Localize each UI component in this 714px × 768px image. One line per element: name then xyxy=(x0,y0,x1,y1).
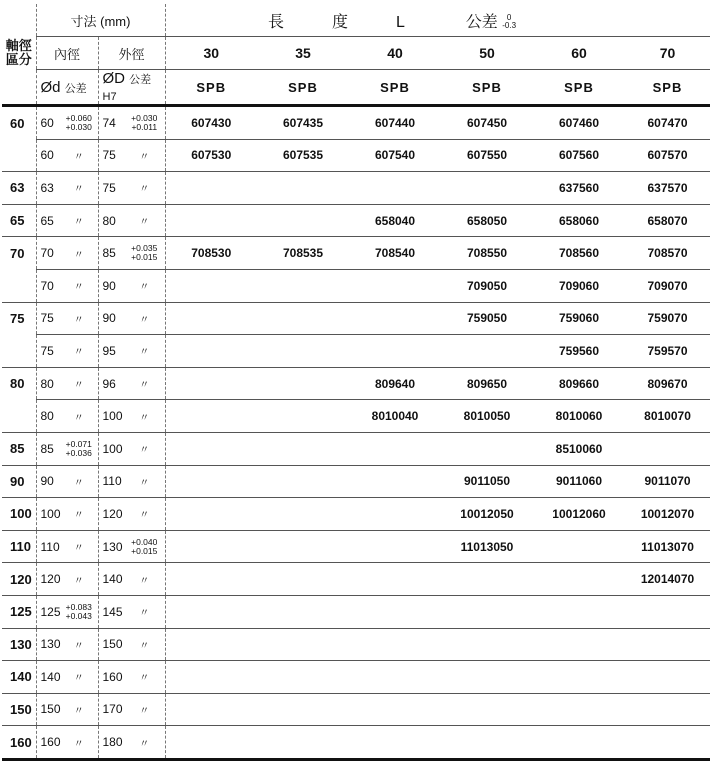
part-code-cell xyxy=(625,432,710,465)
inner-tolerance-lower: +0.036 xyxy=(65,447,92,458)
part-code-cell: 708535 xyxy=(257,237,349,270)
inner-diameter-cell: 60 xyxy=(36,139,60,172)
part-code-cell xyxy=(165,432,257,465)
part-code-cell xyxy=(257,595,349,628)
part-code-cell: 607460 xyxy=(558,115,600,130)
part-code-cell xyxy=(441,628,533,661)
part-code-cell xyxy=(349,693,441,726)
bore-cell: 75 xyxy=(2,302,36,335)
part-code-cell xyxy=(533,595,625,628)
part-code-cell xyxy=(257,465,349,498)
outer-tolerance-cell: 〃 xyxy=(124,335,165,368)
bore-cell: 140 xyxy=(2,661,36,694)
part-code-cell xyxy=(165,204,257,237)
bore-label-line1: 軸徑 xyxy=(5,38,32,53)
part-code-cell: 759560 xyxy=(533,335,625,368)
inner-tolerance-cell: 〃 xyxy=(60,367,98,400)
part-code-cell: 8010050 xyxy=(441,400,533,433)
outer-diameter-cell: 96 xyxy=(98,367,124,400)
inner-tolerance-cell xyxy=(60,432,98,465)
inner-tolerance-cell: 〃 xyxy=(60,498,98,531)
bore-cell: 120 xyxy=(2,563,36,596)
length-tolerance-lower: -0.3 xyxy=(502,21,517,31)
inner-tolerance-cell: 〃 xyxy=(60,335,98,368)
part-code-cell xyxy=(441,595,533,628)
part-code-cell: 708530 xyxy=(165,237,257,270)
part-code-cell xyxy=(533,530,625,563)
part-code-cell xyxy=(257,693,349,726)
part-code-cell xyxy=(533,726,625,760)
table-row xyxy=(2,693,710,726)
bore-cell: 150 xyxy=(2,693,36,726)
bore-cell: 63 xyxy=(2,172,36,205)
outer-tolerance-cell: 〃 xyxy=(124,465,165,498)
inner-tolerance-cell: 〃 xyxy=(60,269,98,302)
inner-diameter-cell: 125 xyxy=(36,595,60,628)
part-code-cell: 637560 xyxy=(533,172,625,205)
bore-cell: 125 xyxy=(2,595,36,628)
part-code-cell xyxy=(165,530,257,563)
bore-cell: 65 xyxy=(2,204,36,237)
part-code-cell xyxy=(257,269,349,302)
part-code-cell: 708550 xyxy=(441,237,533,270)
part-code-cell: 709070 xyxy=(625,269,710,302)
part-code-cell xyxy=(625,693,710,726)
outer-diameter-cell: 90 xyxy=(98,269,124,302)
part-code-cell: 607560 xyxy=(533,139,625,172)
inner-diameter-cell: 130 xyxy=(36,628,60,661)
part-code-cell xyxy=(441,693,533,726)
inner-label: 內徑 xyxy=(36,37,98,70)
inner-tolerance-cell: 〃 xyxy=(60,530,98,563)
part-code-cell xyxy=(349,628,441,661)
inner-tolerance-cell xyxy=(60,595,98,628)
inner-diameter-cell: 120 xyxy=(36,563,60,596)
part-code-cell xyxy=(257,204,349,237)
part-code-cell: 759070 xyxy=(625,302,710,335)
inner-tolerance-upper: +0.060 xyxy=(65,112,92,123)
inner-diameter-cell: 75 xyxy=(36,302,60,335)
outer-tolerance-lower: +0.011 xyxy=(131,121,158,132)
outer-diameter-cell: 145 xyxy=(98,595,124,628)
header-blank xyxy=(2,70,36,106)
part-code-cell xyxy=(165,465,257,498)
inner-tolerance-cell: 〃 xyxy=(60,693,98,726)
outer-tolerance-cell xyxy=(124,106,165,140)
outer-diameter-cell: 100 xyxy=(98,400,124,433)
part-code-cell xyxy=(441,172,533,205)
part-code-cell xyxy=(533,563,625,596)
part-code-cell: 607530 xyxy=(165,139,257,172)
outer-diameter-cell: 110 xyxy=(98,465,124,498)
part-code-cell: 8510060 xyxy=(533,432,625,465)
outer-symbol: ØD xyxy=(102,70,125,87)
length-col-1: 35 xyxy=(257,37,349,70)
bore-cell: 110 xyxy=(2,530,36,563)
part-code-cell xyxy=(349,595,441,628)
outer-diameter-cell: 160 xyxy=(98,661,124,694)
part-code-cell xyxy=(165,693,257,726)
table-row xyxy=(2,106,710,140)
part-code-cell xyxy=(625,661,710,694)
header-row-2 xyxy=(2,37,710,70)
part-code-cell: 658070 xyxy=(625,204,710,237)
outer-tol-label: 公差H7 xyxy=(102,74,152,103)
outer-tolerance-upper: +0.030 xyxy=(131,112,158,123)
outer-tolerance-cell xyxy=(124,237,165,270)
inner-tolerance-cell: 〃 xyxy=(60,204,98,237)
outer-diameter-cell: 100 xyxy=(98,432,124,465)
outer-label: 外徑 xyxy=(98,37,165,70)
part-code-cell: 658050 xyxy=(441,204,533,237)
header-row-3 xyxy=(2,70,710,106)
inner-diameter-cell: 85 xyxy=(36,432,60,465)
dimension-label: 寸法 (mm) xyxy=(36,4,165,37)
part-code-cell xyxy=(257,628,349,661)
inner-tolerance xyxy=(66,603,92,621)
part-code-cell: 709060 xyxy=(533,269,625,302)
outer-diameter-cell: 90 xyxy=(98,302,124,335)
outer-diameter-cell: 80 xyxy=(98,204,124,237)
part-code-cell: 637570 xyxy=(625,172,710,205)
part-code-cell xyxy=(441,432,533,465)
bore-label xyxy=(2,37,36,70)
outer-tolerance-cell: 〃 xyxy=(124,628,165,661)
part-code-cell xyxy=(165,400,257,433)
part-code-cell xyxy=(349,269,441,302)
inner-diameter-cell: 65 xyxy=(36,204,60,237)
part-code-cell xyxy=(165,302,257,335)
outer-tolerance-cell: 〃 xyxy=(124,139,165,172)
table-row xyxy=(2,465,710,498)
part-code-cell xyxy=(349,661,441,694)
part-code-cell xyxy=(165,498,257,531)
outer-tolerance-lower: +0.015 xyxy=(131,252,158,263)
outer-tolerance xyxy=(131,538,157,556)
dimension-table xyxy=(2,4,710,761)
bore-cell xyxy=(2,139,36,172)
part-code-cell xyxy=(165,335,257,368)
part-code-cell: 607535 xyxy=(257,139,349,172)
table-row xyxy=(2,335,710,368)
outer-sub-header xyxy=(98,70,165,106)
outer-diameter-cell: 74 xyxy=(98,106,124,140)
part-code-cell: 9011070 xyxy=(625,465,710,498)
part-code-cell: 759060 xyxy=(533,302,625,335)
type-col-4: SPB xyxy=(533,70,625,106)
part-code-cell: 8010070 xyxy=(625,400,710,433)
part-code-cell: 809650 xyxy=(441,367,533,400)
outer-tolerance-cell: 〃 xyxy=(124,498,165,531)
outer-diameter-cell: 75 xyxy=(98,139,124,172)
table-row xyxy=(2,661,710,694)
inner-diameter-cell: 100 xyxy=(36,498,60,531)
table-row xyxy=(2,204,710,237)
bore-cell: 90 xyxy=(2,465,36,498)
part-code-cell xyxy=(349,726,441,760)
inner-tolerance-cell: 〃 xyxy=(60,172,98,205)
outer-diameter-cell: 170 xyxy=(98,693,124,726)
inner-symbol: Ød xyxy=(40,78,61,96)
inner-diameter-cell: 160 xyxy=(36,726,60,760)
part-code-cell xyxy=(441,661,533,694)
outer-tolerance-cell xyxy=(124,530,165,563)
part-code-cell: 12014070 xyxy=(625,563,710,596)
part-code-cell xyxy=(257,432,349,465)
part-code-cell: 11013070 xyxy=(625,530,710,563)
part-code-cell: 809670 xyxy=(625,367,710,400)
inner-tolerance xyxy=(66,440,92,458)
table-row xyxy=(2,302,710,335)
length-tolerance-label: 公差 xyxy=(465,13,498,31)
inner-tolerance-cell: 〃 xyxy=(60,563,98,596)
table-row xyxy=(2,400,710,433)
table-row xyxy=(2,237,710,270)
part-code-cell xyxy=(165,628,257,661)
inner-tolerance-lower: +0.030 xyxy=(65,121,92,132)
part-code-cell xyxy=(533,661,625,694)
bore-cell: 60 xyxy=(10,115,25,131)
part-code-cell: 607430 xyxy=(191,115,232,130)
length-header xyxy=(165,4,710,37)
part-code-cell xyxy=(441,335,533,368)
outer-diameter-cell: 75 xyxy=(98,172,124,205)
outer-tolerance xyxy=(131,114,157,132)
part-code-cell xyxy=(349,530,441,563)
part-code-cell: 809660 xyxy=(533,367,625,400)
part-code-cell: 607435 xyxy=(282,115,324,130)
part-code-cell: 809640 xyxy=(349,367,441,400)
inner-tolerance-lower: +0.043 xyxy=(65,610,92,621)
length-tolerance xyxy=(502,14,516,30)
part-code-cell: 11013050 xyxy=(441,530,533,563)
part-code-cell xyxy=(625,595,710,628)
bore-cell: 160 xyxy=(2,726,36,760)
inner-diameter-cell: 70 xyxy=(36,269,60,302)
inner-tolerance-cell: 〃 xyxy=(60,726,98,760)
inner-tol-label: 公差 xyxy=(64,82,87,95)
part-code-cell xyxy=(165,269,257,302)
bore-cell xyxy=(2,269,36,302)
bore-cell: 70 xyxy=(2,237,36,270)
part-code-cell xyxy=(349,432,441,465)
part-code-cell xyxy=(165,595,257,628)
outer-tolerance-cell: 〃 xyxy=(124,400,165,433)
outer-tolerance-cell: 〃 xyxy=(124,302,165,335)
inner-tolerance-cell: 〃 xyxy=(60,302,98,335)
part-code-cell xyxy=(625,726,710,760)
part-code-cell xyxy=(349,335,441,368)
inner-tolerance-cell: 〃 xyxy=(60,628,98,661)
inner-tolerance-upper: +0.071 xyxy=(65,438,92,449)
inner-diameter-cell: 60 xyxy=(36,106,60,140)
length-label: 長 度 L xyxy=(267,13,405,31)
part-code-cell: 708560 xyxy=(533,237,625,270)
inner-tolerance xyxy=(66,114,92,132)
part-code-cell xyxy=(165,172,257,205)
outer-tolerance-upper: +0.040 xyxy=(131,536,158,547)
table-row xyxy=(2,628,710,661)
part-code-cell: 9011050 xyxy=(441,465,533,498)
length-col-4: 60 xyxy=(533,37,625,70)
header-row-1 xyxy=(2,4,710,37)
inner-diameter-cell: 80 xyxy=(36,367,60,400)
length-col-3: 50 xyxy=(441,37,533,70)
outer-diameter-cell: 140 xyxy=(98,563,124,596)
part-code-cell: 607450 xyxy=(466,115,508,130)
part-code-cell xyxy=(257,335,349,368)
outer-tolerance-cell: 〃 xyxy=(124,595,165,628)
table-row xyxy=(2,172,710,205)
inner-tolerance-upper: +0.083 xyxy=(65,601,92,612)
part-code-cell xyxy=(257,367,349,400)
inner-tolerance-cell xyxy=(60,106,98,140)
part-code-cell xyxy=(349,563,441,596)
inner-tolerance-cell: 〃 xyxy=(60,465,98,498)
part-code-cell xyxy=(165,726,257,760)
inner-diameter-cell: 70 xyxy=(36,237,60,270)
outer-diameter-cell: 150 xyxy=(98,628,124,661)
part-code-cell: 607540 xyxy=(349,139,441,172)
outer-diameter-cell: 180 xyxy=(98,726,124,760)
inner-tolerance-cell: 〃 xyxy=(60,661,98,694)
length-tolerance-upper: 0 xyxy=(506,13,512,23)
part-code-cell: 708570 xyxy=(625,237,710,270)
outer-tolerance-cell: 〃 xyxy=(124,367,165,400)
table-row xyxy=(2,595,710,628)
bore-cell xyxy=(2,335,36,368)
part-code-cell: 759050 xyxy=(441,302,533,335)
part-code-cell xyxy=(165,367,257,400)
part-code-cell xyxy=(257,302,349,335)
type-col-3: SPB xyxy=(441,70,533,106)
part-code-cell xyxy=(349,172,441,205)
bore-cell: 130 xyxy=(2,628,36,661)
part-code-cell: 708540 xyxy=(349,237,441,270)
part-code-cell xyxy=(533,693,625,726)
table-row xyxy=(2,563,710,596)
part-code-cell xyxy=(257,400,349,433)
part-code-cell: 8010060 xyxy=(533,400,625,433)
part-code-cell xyxy=(349,465,441,498)
outer-diameter-cell: 95 xyxy=(98,335,124,368)
inner-diameter-cell: 140 xyxy=(36,661,60,694)
part-code-cell: 10012070 xyxy=(625,498,710,531)
inner-diameter-cell: 90 xyxy=(36,465,60,498)
outer-tolerance-cell: 〃 xyxy=(124,563,165,596)
type-col-1: SPB xyxy=(257,70,349,106)
outer-tolerance-cell: 〃 xyxy=(124,432,165,465)
part-code-cell: 607470 xyxy=(647,115,688,130)
length-col-5: 70 xyxy=(625,37,710,70)
table-row xyxy=(2,498,710,531)
outer-diameter-cell: 130 xyxy=(98,530,124,563)
part-code-cell xyxy=(165,563,257,596)
inner-diameter-cell: 80 xyxy=(36,400,60,433)
inner-tolerance-cell: 〃 xyxy=(60,139,98,172)
outer-tolerance-cell: 〃 xyxy=(124,693,165,726)
inner-sub-header xyxy=(36,70,98,106)
outer-tolerance xyxy=(131,244,157,262)
part-code-cell xyxy=(349,498,441,531)
part-code-cell: 10012050 xyxy=(441,498,533,531)
part-code-cell: 709050 xyxy=(441,269,533,302)
type-col-5: SPB xyxy=(625,70,710,106)
outer-diameter-cell: 85 xyxy=(98,237,124,270)
part-code-cell xyxy=(257,498,349,531)
part-code-cell: 658040 xyxy=(349,204,441,237)
part-code-cell xyxy=(257,563,349,596)
part-code-cell: 607550 xyxy=(441,139,533,172)
part-code-cell xyxy=(533,628,625,661)
part-code-cell: 8010040 xyxy=(349,400,441,433)
part-code-cell xyxy=(441,726,533,760)
table-row xyxy=(2,726,710,760)
bore-label-line2: 區分 xyxy=(5,52,32,67)
outer-tolerance-cell: 〃 xyxy=(124,269,165,302)
part-code-cell xyxy=(257,661,349,694)
inner-diameter-cell: 110 xyxy=(36,530,60,563)
inner-diameter-cell: 150 xyxy=(36,693,60,726)
part-code-cell: 607570 xyxy=(625,139,710,172)
table-row xyxy=(2,269,710,302)
part-code-cell: 658060 xyxy=(533,204,625,237)
part-code-cell: 9011060 xyxy=(533,465,625,498)
inner-tolerance-cell: 〃 xyxy=(60,400,98,433)
part-code-cell xyxy=(441,563,533,596)
inner-diameter-cell: 75 xyxy=(36,335,60,368)
header-corner xyxy=(2,4,36,37)
outer-diameter-cell: 120 xyxy=(98,498,124,531)
bore-cell xyxy=(2,400,36,433)
bore-cell: 100 xyxy=(2,498,36,531)
outer-tolerance-cell: 〃 xyxy=(124,661,165,694)
length-col-2: 40 xyxy=(349,37,441,70)
part-code-cell: 759570 xyxy=(625,335,710,368)
bore-cell: 80 xyxy=(2,367,36,400)
table-row xyxy=(2,432,710,465)
part-code-cell: 607440 xyxy=(374,115,416,130)
outer-tolerance-cell: 〃 xyxy=(124,172,165,205)
type-col-0: SPB xyxy=(165,70,257,106)
outer-tolerance-cell: 〃 xyxy=(124,726,165,760)
outer-tolerance-lower: +0.015 xyxy=(131,545,158,556)
type-col-2: SPB xyxy=(349,70,441,106)
part-code-cell xyxy=(625,628,710,661)
outer-tolerance-upper: +0.035 xyxy=(131,243,158,254)
part-code-cell xyxy=(257,172,349,205)
part-code-cell xyxy=(165,661,257,694)
bore-cell: 85 xyxy=(2,432,36,465)
inner-tolerance-cell: 〃 xyxy=(60,237,98,270)
part-code-cell xyxy=(349,302,441,335)
outer-tolerance-cell: 〃 xyxy=(124,204,165,237)
table-row xyxy=(2,530,710,563)
table-row xyxy=(2,367,710,400)
table-row xyxy=(2,139,710,172)
part-code-cell: 10012060 xyxy=(533,498,625,531)
length-col-0: 30 xyxy=(165,37,257,70)
part-code-cell xyxy=(257,530,349,563)
part-code-cell xyxy=(257,726,349,760)
inner-diameter-cell: 63 xyxy=(36,172,60,205)
